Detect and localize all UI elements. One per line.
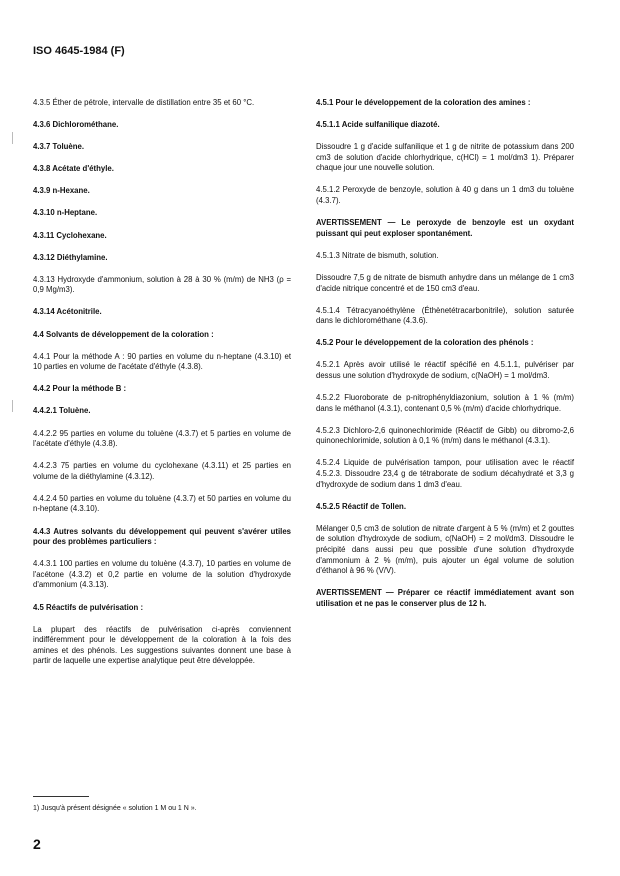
para-4-4-2-3: 4.4.2.3 75 parties en volume du cyclohexane (4.3.11) et 25 parties en volume de la diéthylamine (4.3.12). <box>33 461 291 481</box>
page-number: 2 <box>33 836 41 852</box>
heading-4-5-2-5: 4.5.2.5 Réactif de Tollen. <box>316 501 406 511</box>
para-4-5-2-3: 4.5.2.3 Dichloro-2,6 quinonechlorimide (Réactif de Gibb) ou dibromo-2,6 quinonechlorimide, solution à 0,1 % (m/m) dans le méthanol (4.3.1). <box>316 425 574 446</box>
para-4-4-2-2: 4.4.2.2 95 parties en volume du toluène (4.3.7) et 5 parties en volume de l'acétate d'éthyle (4.3.8). <box>33 428 291 449</box>
para-4-5-2-5-body: Mélanger 0,5 cm3 de solution de nitrate d'argent à 5 % (m/m) et 2 gouttes de solution d'hydroxyde de sodium, c(NaOH) = 2 mol/dm3. Dissoudre le précipité dans aussi peu que possible d'une solution d'hydroxyde d'ammonium à 2 % (m/m), puis ajouter un égal volume de solution d'éthanol à 96 % (V/V). <box>316 523 574 576</box>
margin-mark <box>12 132 13 144</box>
para-4-4-2-4: 4.4.2.4 50 parties en volume du toluène (4.3.7) et 50 parties en volume du n-heptane (4.3.10). <box>33 493 291 514</box>
heading-4-5-2: 4.5.2 Pour le développement de la coloration des phénols : <box>316 338 534 348</box>
para-4-3-10: 4.3.10 n-Heptane. <box>33 208 98 218</box>
document-header: ISO 4645-1984 (F) <box>33 45 125 57</box>
para-4-5-1-4: 4.5.1.4 Tétracyanoéthylène (Éthènetétracarbonitrile), solution saturée dans le dichlorométhane (4.3.6). <box>316 305 574 326</box>
right-column <box>316 98 574 621</box>
para-4-5-1-3-body: Dissoudre 7,5 g de nitrate de bismuth anhydre dans un mélange de 1 cm3 d'acide nitrique concentré et de 150 cm3 d'eau. <box>316 272 574 293</box>
para-4-5-1-1-body: Dissoudre 1 g d'acide sulfanilique et 1 g de nitrite de potassium dans 200 cm3 de solution d'acide chlorhydrique, c(HCl) = 1 mol/dm3 1). Préparer chaque jour une nouvelle solution. <box>316 142 574 173</box>
heading-4-5: 4.5 Réactifs de pulvérisation : <box>33 602 144 612</box>
para-4-5-2-2: 4.5.2.2 Fluoroborate de p-nitrophényldiazonium, solution à 1 % (m/m) dans le méthanol (4.3.1), contenant 0,5 % (m/m) d'acide chlorhydrique. <box>316 393 574 413</box>
para-4-3-11: 4.3.11 Cyclohexane. <box>33 230 107 240</box>
left-column <box>33 98 291 679</box>
para-4-3-14: 4.3.14 Acétonitrile. <box>33 307 102 317</box>
footnote: 1) Jusqu'à présent désignée « solution 1 M ou 1 N ». <box>33 805 197 812</box>
para-4-5-1-2: 4.5.1.2 Peroxyde de benzoyle, solution à 40 g dans un 1 dm3 du toluène (4.3.7). <box>316 185 574 206</box>
para-4-3-6: 4.3.6 Dichlorométhane. <box>33 120 119 130</box>
para-4-3-12: 4.3.12 Diéthylamine. <box>33 252 108 262</box>
heading-4-4-3: 4.4.3 Autres solvants du développement qui peuvent s'avérer utiles pour des problèmes particuliers : <box>33 526 291 547</box>
heading-4-5-1: 4.5.1 Pour le développement de la coloration des amines : <box>316 98 531 107</box>
para-4-3-13: 4.3.13 Hydroxyde d'ammonium, solution à 28 à 30 % (m/m) de NH3 (ρ = 0,9 Mg/m3). <box>33 274 291 295</box>
para-4-3-8: 4.3.8 Acétate d'éthyle. <box>33 164 114 174</box>
para-4-3-9: 4.3.9 n-Hexane. <box>33 186 90 196</box>
para-4-4-2-1: 4.4.2.1 Toluène. <box>33 406 91 416</box>
para-4-5-2-4: 4.5.2.4 Liquide de pulvérisation tampon, pour utilisation avec le réactif 4.5.2.3. Dissoudre 23,4 g de tétraborate de sodium décahydraté et 3,3 g d'hydroxyde de sodium dans 1 dm3 d'eau. <box>316 458 574 489</box>
para-4-4-1: 4.4.1 Pour la méthode A : 90 parties en volume du n-heptane (4.3.10) et 10 parties en volume de l'acétate d'éthyle (4.3.8). <box>33 351 291 372</box>
para-4-3-5: 4.3.5 Éther de pétrole, intervalle de distillation entre 35 et 60 °C. <box>33 98 255 107</box>
heading-4-4-2: 4.4.2 Pour la méthode B : <box>33 384 127 394</box>
para-4-4-3-1: 4.4.3.1 100 parties en volume du toluène (4.3.7), 10 parties en volume de l'acétone (4.3.2) et 0,2 partie en volume de la solution d'hydroxyde d'ammonium (4.3.13). <box>33 559 291 590</box>
warning-tollen: AVERTISSEMENT — Préparer ce réactif immédiatement avant son utilisation et ne pas le conserver plus de 12 h. <box>316 588 574 608</box>
heading-4-4: 4.4 Solvants de développement de la coloration : <box>33 329 214 339</box>
margin-mark <box>12 400 13 412</box>
para-4-3-7: 4.3.7 Toluène. <box>33 142 84 152</box>
para-4-5-1-3: 4.5.1.3 Nitrate de bismuth, solution. <box>316 250 439 260</box>
warning-peroxyde: AVERTISSEMENT — Le peroxyde de benzoyle est un oxydant puissant qui peut exploser spontanément. <box>316 218 574 238</box>
footnote-rule <box>33 796 89 797</box>
para-4-5-intro: La plupart des réactifs de pulvérisation ci-après conviennent indifféremment pour le développement de la coloration à la fois des amines et des phénols. Les suggestions suivantes donnent une base à partir de laquelle une expertise analytique peut être développée. <box>33 624 291 666</box>
para-4-5-2-1: 4.5.2.1 Après avoir utilisé le réactif spécifié en 4.5.1.1, pulvériser par dessus une solution d'hydroxyde de sodium, c(NaOH) = 1 mol/dm3. <box>316 360 574 380</box>
heading-4-5-1-1: 4.5.1.1 Acide sulfanilique diazoté. <box>316 120 440 130</box>
